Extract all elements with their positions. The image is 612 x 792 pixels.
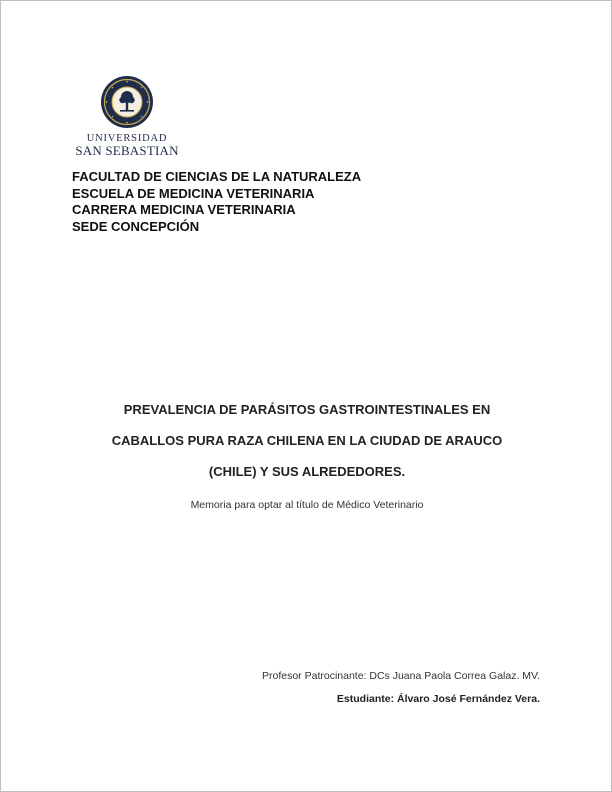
faculty-line: FACULTAD DE CIENCIAS DE LA NATURALEZA (72, 169, 362, 184)
thesis-title-line-1: PREVALENCIA DE PARÁSITOS GASTROINTESTINALES EN (123, 402, 491, 417)
campus-line: SEDE CONCEPCIÓN (72, 218, 200, 234)
university-logo (71, 75, 183, 158)
faculty-header (72, 169, 361, 235)
university-name-line1: UNIVERSIDAD (86, 133, 168, 144)
school-line: ESCUELA DE MEDICINA VETERINARIA (72, 185, 315, 201)
thesis-subtitle: Memoria para optar al título de Médico Veterinario (190, 499, 424, 511)
thesis-title-line-3: (CHILE) Y SUS ALREDEDORES. (208, 464, 406, 479)
advisor-line: Profesor Patrocinante: DCs Juana Paola Correa Galaz. MV. (262, 670, 540, 682)
student-line: Estudiante: Álvaro José Fernández Vera. (336, 693, 540, 705)
thesis-title-line-2: CABALLOS PURA RAZA CHILENA EN LA CIUDAD DE ARAUCO (111, 433, 503, 448)
university-name-line2: SAN SEBASTIAN (75, 143, 179, 158)
university-seal-icon (100, 75, 154, 129)
career-line: CARRERA MEDICINA VETERINARIA (72, 202, 296, 217)
